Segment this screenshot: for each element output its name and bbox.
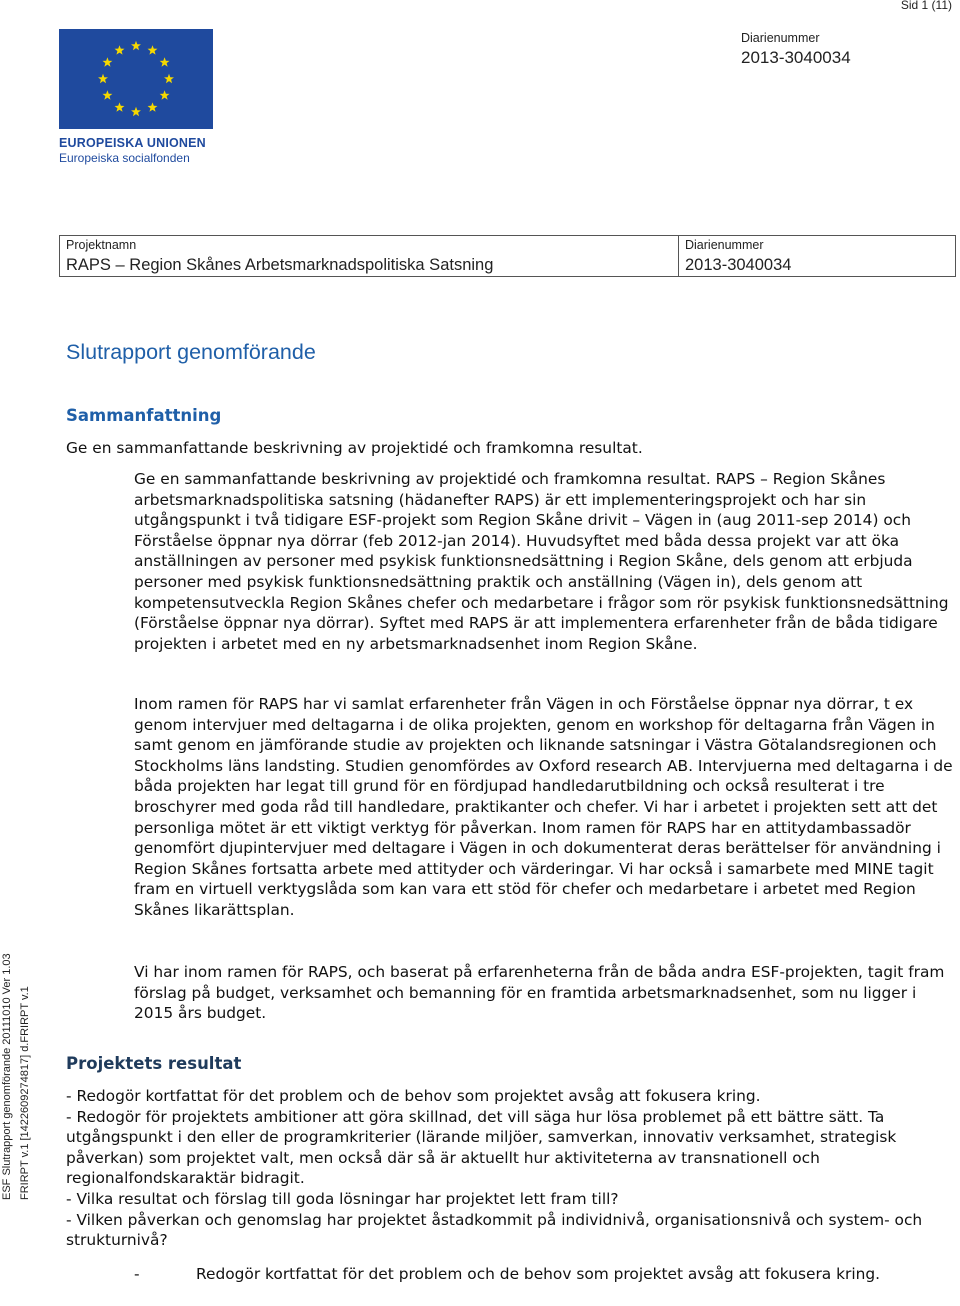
eu-logo bbox=[59, 29, 213, 166]
result-list-item bbox=[134, 1264, 960, 1285]
summary-paragraph-3: Vi har inom ramen för RAPS, och baserat på erfarenheterna från de båda andra ESF-projekten, tagit fram förslag på budget, verksamhet och bemanning för en framtida arbetsmarknadsenhet, som nu ligger i 2015 års budget. bbox=[134, 963, 945, 1023]
diarienummer-label: Diarienummer bbox=[741, 31, 820, 45]
summary-prompt: Ge en sammanfattande beskrivning av projektidé och framkomna resultat. bbox=[66, 439, 643, 457]
project-name-cell bbox=[60, 236, 679, 276]
side-footer-label bbox=[0, 953, 34, 1200]
heading-project-results: Projektets resultat bbox=[66, 1054, 242, 1073]
header-diarienummer bbox=[741, 30, 851, 68]
result-instruction-item: - Redogör för projektets ambitioner att göra skillnad, det vill säga hur lösa problemet på ett bättre sätt. Ta utgångspunkt i den eller de programkriterier (lärande miljöer, samverkan, innovativ verksamhet, strategisk påverkan) som projektet valt, men också där så är aktuellt hur aktiviteterna av transnationell och regionalfondskaraktär bidragit. bbox=[66, 1107, 897, 1188]
page-number: Sid 1 (11) bbox=[900, 0, 952, 12]
summary-paragraph-2: Inom ramen för RAPS har vi samlat erfarenheter från Vägen in och Förståelse öppnar nya dörrar, t ex genom intervjuer med deltagarna i de olika projekten, genom en workshop för deltagarna från Vägen in samt genom en jämförande studie av projekten och liknande satsningar i Västra Götalandsregionen och Stockholms läns landsting. Studien genomfördes av Oxford research AB. Intervjuerna med deltagarna i de båda projekten har legat till grund för en fördjupad handledarutbildning och också resulterat i tre broschyrer med goda råd till handledare, praktikanter och chefer. Vi har i arbetet i projekten sett att det personliga mötet är ett viktigt verktyg för påverkan. Inom ramen för RAPS har en attitydambassadör genomfört djupintervjuer med deltagare i Vägen in och dokumenterat deras berättelser för användning i Region Skånes fortsatta arbete med attityder och värderingar. Vi har också i samarbete med MINE tagit fram en virtuell verktygslåda som kan vara ett stöd för chefer och medarbetare i arbetet med Region Skånes likarättsplan. bbox=[134, 695, 953, 919]
heading-summary: Sammanfattning bbox=[66, 406, 222, 425]
summary-paragraph-1: Ge en sammanfattande beskrivning av projektidé och framkomna resultat. RAPS – Region Skånes arbetsmarknadspolitiska satsning (hädanefter RAPS) är ett implementeringsprojekt och har sin utgångspunkt i två tidigare ESF-projekt som Region Skåne drivit – Vägen in (aug 2011-sep 2014) och Förståelse öppnar nya dörrar (feb 2012-jan 2014). Huvudsyftet med båda dessa projekt var att öka anställningen av personer med psykisk funktionsnedsättning i Region Skåne, dels genom att erbjuda personer med psykisk funktionsnedsättning praktik och anställning (Vägen in), dels genom att kompetensutveckla Region Skånes chefer och medarbetare i frågor som rör psykisk funktionsnedsättning (Förståelse öppnar nya dörrar). Syftet med RAPS är att implementera erfarenheter från de båda tidigare projekten i arbetet med en ny arbetsmarknadsenhet inom Region Skåne. bbox=[134, 470, 949, 653]
project-info-box bbox=[59, 235, 956, 277]
result-list-item-text: Redogör kortfattat för det problem och de behov som projektet avsåg att fokusera kring. bbox=[196, 1265, 881, 1283]
side-label-line-1: ESF Slutrapport genomförande 20111010 Ver 1.03 bbox=[1, 953, 13, 1200]
eu-flag-icon bbox=[59, 29, 213, 129]
result-instruction-item: - Vilka resultat och förslag till goda lösningar har projektet lett fram till? bbox=[66, 1189, 619, 1208]
document-title: Slutrapport genomförande bbox=[66, 340, 316, 364]
result-instructions bbox=[66, 1086, 956, 1251]
box-diarienummer-value: 2013-3040034 bbox=[685, 256, 792, 274]
logo-line-1: EUROPEISKA UNIONEN bbox=[59, 136, 206, 150]
logo-line-2: Europeiska socialfonden bbox=[59, 151, 190, 165]
list-dash: - bbox=[134, 1265, 140, 1283]
project-name-value: RAPS – Region Skånes Arbetsmarknadspolitiska Satsning bbox=[66, 256, 494, 274]
box-diarienummer-label: Diarienummer bbox=[685, 238, 764, 252]
diarienummer-value: 2013-3040034 bbox=[741, 48, 851, 67]
diarienummer-cell bbox=[679, 236, 955, 276]
result-instruction-item: - Vilken påverkan och genomslag har projektet åstadkommit på individnivå, organisationsnivå och system- och strukturnivå? bbox=[66, 1210, 923, 1250]
result-instruction-item: - Redogör kortfattat för det problem och de behov som projektet avsåg att fokusera kring. bbox=[66, 1087, 761, 1105]
side-label-line-2: FRIRPT v.1 [1422609274817] d.FRIRPT v.1 bbox=[19, 986, 31, 1200]
project-name-label: Projektnamn bbox=[66, 238, 137, 252]
